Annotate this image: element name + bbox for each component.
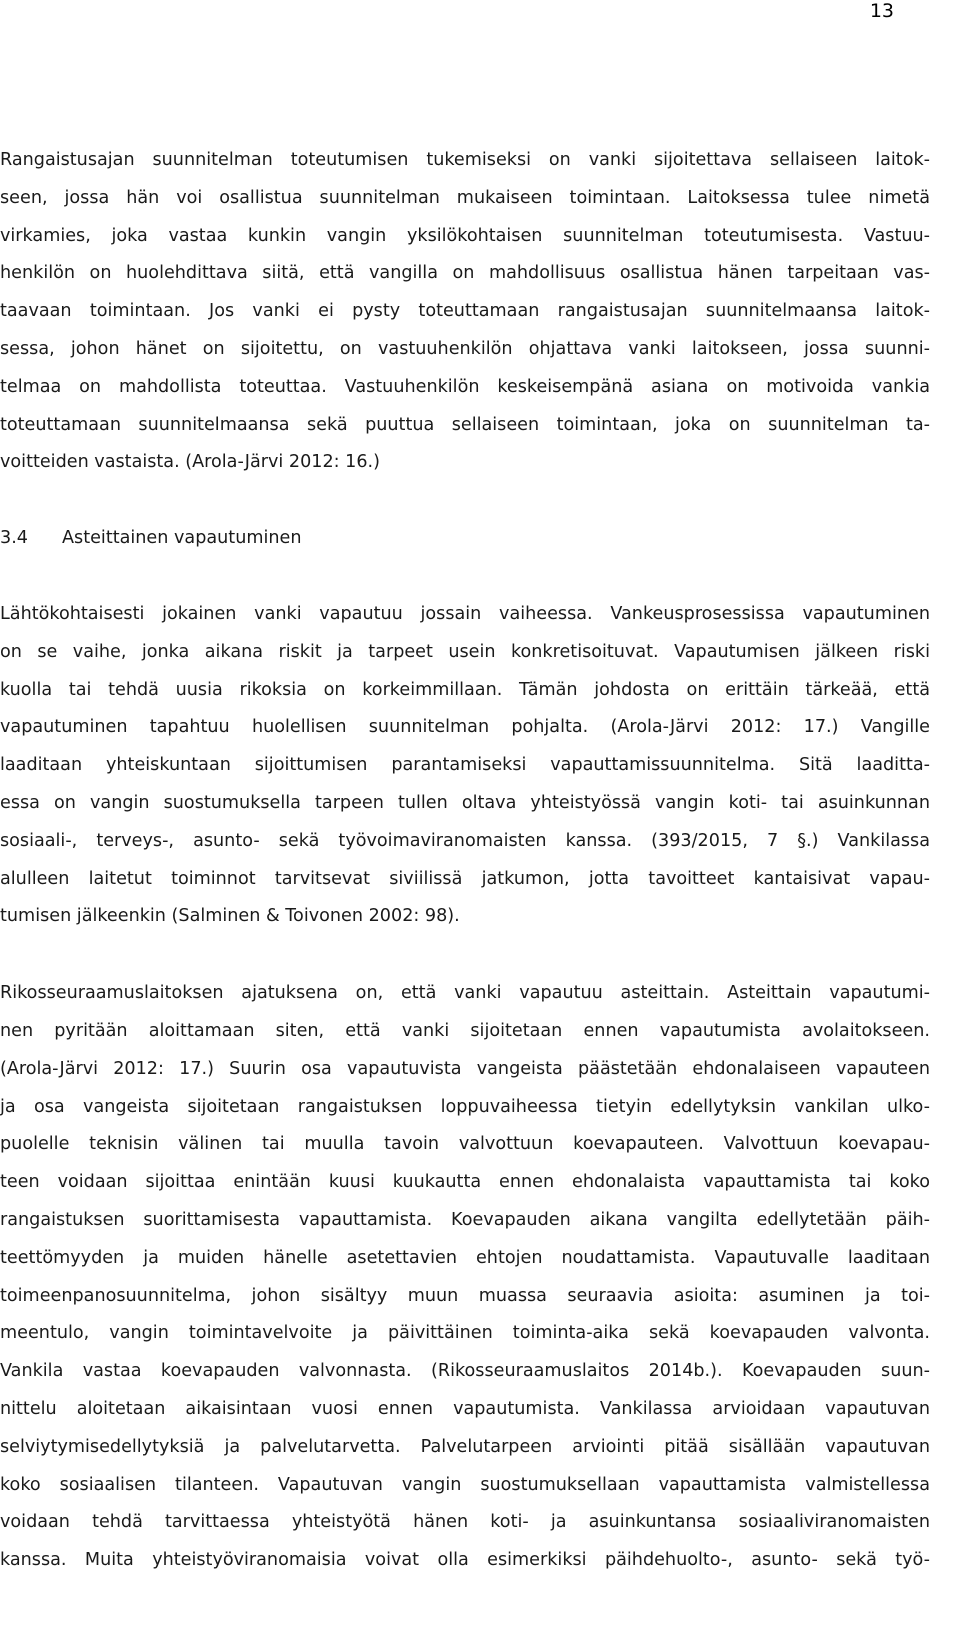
- section-title: Asteittainen vapautuminen: [62, 528, 302, 549]
- text-line: henkilön on huolehdittava siitä, että vangilla on mahdollisuus osallistua hänen tarpeitaan vas-: [0, 263, 930, 284]
- paragraph-gap: [0, 936, 930, 975]
- text-line: puolelle teknisin välinen tai muulla tavoin valvottuun koevapauteen. Valvottuun koevapau-: [0, 1134, 930, 1155]
- text-line: essa on vangin suostumuksella tarpeen tullen oltava yhteistyössä vangin koti- tai asuinkunnan: [0, 792, 930, 813]
- text-line: toimeenpanosuunnitelma, johon sisältyy muun muassa seuraavia asioita: asuminen ja toi-: [0, 1285, 930, 1306]
- paragraph-1: [0, 142, 930, 482]
- text-line: virkamies, joka vastaa kunkin vangin yksilökohtaisen suunnitelman toteutumisesta. Vastuu-: [0, 225, 930, 246]
- text-line: kuolla tai tehdä uusia rikoksia on korkeimmillaan. Tämän johdosta on erittäin tärkeää, että: [0, 679, 930, 700]
- text-line: teettömyyden ja muiden hänelle asetettavien ehtojen noudattamista. Vapautuvalle laaditaan: [0, 1247, 930, 1268]
- text-line: laaditaan yhteiskuntaan sijoittumisen parantamiseksi vapauttamissuunnitelma. Sitä laaditta-: [0, 755, 930, 776]
- text-line: nen pyritään aloittamaan siten, että vanki sijoitetaan ennen vapautumista avolaitokseen.: [0, 1020, 930, 1041]
- text-line: meentulo, vangin toimintavelvoite ja päivittäinen toiminta-aika sekä koevapauden valvonta.: [0, 1323, 930, 1344]
- text-line: tumisen jälkeenkin (Salminen & Toivonen 2002: 98).: [0, 906, 460, 927]
- text-line: Rangaistusajan suunnitelman toteutumisen tukemiseksi on vanki sijoitettava sellaiseen laitok-: [0, 150, 930, 170]
- section-heading: [0, 520, 930, 558]
- page-number: 13: [869, 0, 894, 22]
- text-line: sosiaali-, terveys-, asunto- sekä työvoimaviranomaisten kanssa. (393/2015, 7 §.) Vankilassa: [0, 830, 930, 851]
- text-line: seen, jossa hän voi osallistua suunnitelman mukaiseen toimintaan. Laitoksessa tulee nimetä: [0, 187, 930, 208]
- text-line: telmaa on mahdollista toteuttaa. Vastuuhenkilön keskeisempänä asiana on motivoida vankia: [0, 376, 930, 397]
- text-line: selviytymisedellytyksiä ja palvelutarvetta. Palvelutarpeen arviointi pitää sisällään vapautuvan: [0, 1436, 930, 1457]
- text-line: vapautuminen tapahtuu huolellisen suunnitelman pohjalta. (Arola-Järvi 2012: 17.) Vangille: [0, 717, 930, 738]
- text-line: teen voidaan sijoittaa enintään kuusi kuukautta ennen ehdonalaista vapauttamista tai koko: [0, 1172, 930, 1193]
- text-line: toteuttamaan suunnitelmaansa sekä puuttua sellaiseen toimintaan, joka on suunnitelman ta-: [0, 414, 930, 435]
- text-line: kanssa. Muita yhteistyöviranomaisia voivat olla esimerkiksi päihdehuolto-, asunto- sekä työ-: [0, 1550, 930, 1571]
- text-line: on se vaihe, jonka aikana riskit ja tarpeet usein konkretisoituvat. Vapautumisen jälkeen riski: [0, 641, 930, 662]
- paragraph-3: [0, 975, 930, 1580]
- text-line: voitteiden vastaista. (Arola-Järvi 2012: 16.): [0, 452, 381, 473]
- text-line: Rikosseuraamuslaitoksen ajatuksena on, että vanki vapautuu asteittain. Asteittain vapautumi-: [0, 983, 930, 1004]
- text-line: sessa, johon hänet on sijoitettu, on vastuuhenkilön ohjattava vanki laitokseen, jossa suunni-: [0, 338, 930, 359]
- section-number: 3.4: [0, 528, 28, 549]
- body-text: [0, 142, 930, 1580]
- text-line: Vankila vastaa koevapauden valvonnasta. (Rikosseuraamuslaitos 2014b.). Koevapauden suun-: [0, 1361, 930, 1382]
- paragraph-2: [0, 596, 930, 936]
- text-line: Lähtökohtaisesti jokainen vanki vapautuu jossain vaiheessa. Vankeusprosessissa vapautuminen: [0, 603, 930, 624]
- text-line: nittelu aloitetaan aikaisintaan vuosi ennen vapautumista. Vankilassa arvioidaan vapautuvan: [0, 1398, 930, 1419]
- text-line: koko sosiaalisen tilanteen. Vapautuvan vangin suostumuksellaan vapauttamista valmistellessa: [0, 1474, 930, 1495]
- text-line: voidaan tehdä tarvittaessa yhteistyötä hänen koti- ja asuinkuntansa sosiaaliviranomaisten: [0, 1512, 930, 1533]
- paragraph-gap: [0, 482, 930, 520]
- paragraph-gap: [0, 558, 930, 596]
- text-line: ja osa vangeista sijoitetaan rangaistuksen loppuvaiheessa tietyin edellytyksin vankilan ulko-: [0, 1096, 930, 1117]
- text-line: alulleen laitetut toiminnot tarvitsevat siviilissä jatkumon, jotta tavoitteet kantaisivat vapau-: [0, 868, 930, 889]
- text-line: rangaistuksen suorittamisesta vapauttamista. Koevapauden aikana vangilta edellytetään päih-: [0, 1209, 930, 1230]
- text-line: taavaan toimintaan. Jos vanki ei pysty toteuttamaan rangaistusajan suunnitelmaansa laitok-: [0, 301, 930, 322]
- text-line: (Arola-Järvi 2012: 17.) Suurin osa vapautuvista vangeista päästetään ehdonalaiseen vapauteen: [0, 1058, 930, 1079]
